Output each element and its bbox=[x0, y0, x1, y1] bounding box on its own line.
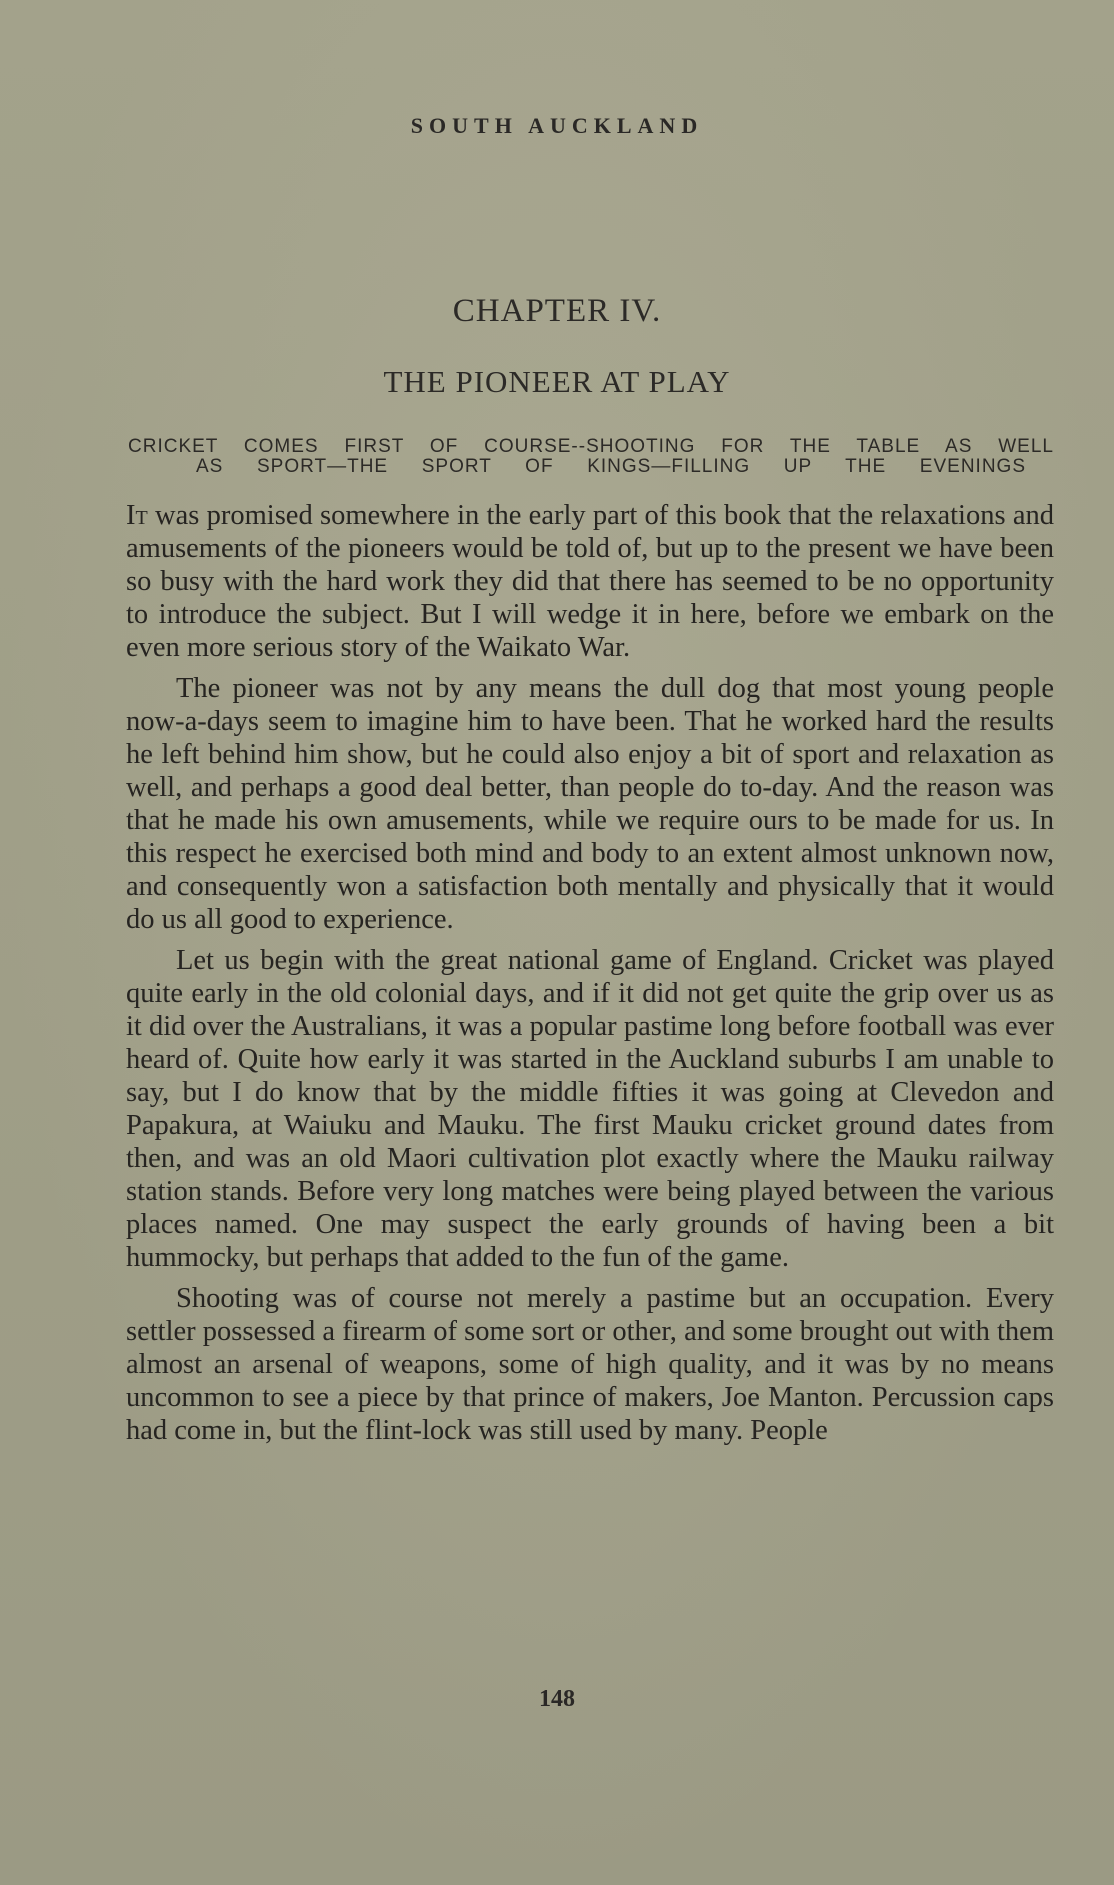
chapter-title: THE PIONEER AT PLAY bbox=[383, 364, 731, 399]
paragraph-1 bbox=[126, 499, 1054, 664]
chapter-synopsis bbox=[128, 437, 1054, 477]
paragraph-3: Let us begin with the great national game of England. Cricket was played quite early in the old colonial days, and if it did not get quite the grip over us as it did over the Australians, it was a popular pastime long before football was ever heard of. Quite how early it was started in the Auckland suburbs I am unable to say, but I do know that by the middle fifties it was going at Clevedon and Papakura, at Waiuku and Mauku. The first Mauku cricket ground dates from then, and was an old Maori cultivation plot exactly where the Mauku railway station stands. Before very long matches were being played between the various places named. One may suspect the early grounds of having been a bit hummocky, but perhaps that added to the fun of the game. bbox=[126, 945, 1054, 1273]
paragraph-opening-word: It bbox=[126, 500, 148, 531]
synopsis-line-2: AS SPORT—THE SPORT OF KINGS—FILLING UP THE EVENINGS bbox=[196, 456, 1026, 477]
paragraph-1-text: was promised somewhere in the early part of this book that the relaxations and amusements of the pioneers would be told of, but up to the present we have been so busy with the hard work they did that there has seemed to be no opportunity to introduce the subject. But I will wedge it in here, before we embark on the even more serious story of the Waikato War. bbox=[126, 500, 1054, 663]
paragraph-4: Shooting was of course not merely a pastime but an occupation. Every settler possessed a firearm of some sort or other, and some brought out with them almost an arsenal of weapons, some of high quality, and it was by no means uncommon to see a piece by that prince of makers, Joe Manton. Percussion caps had come in, but the flint-lock was still used by many. People bbox=[126, 1283, 1054, 1446]
chapter-number: CHAPTER IV. bbox=[452, 293, 662, 329]
paragraph-2: The pioneer was not by any means the dull dog that most young people now-a-days seem to imagine him to have been. That he worked hard the results he left behind him show, but he could also enjoy a bit of sport and relaxation as well, and perhaps a good deal better, than people do to-day. And the reason was that he made his own amusements, while we require ours to be made for us. In this respect he exercised both mind and body to an extent almost unknown now, and consequently won a satisfaction both mentally and physically that it would do us all good to experience. bbox=[126, 673, 1054, 935]
running-head: SOUTH AUCKLAND bbox=[410, 113, 704, 138]
synopsis-line-1: CRICKET COMES FIRST OF COURSE--SHOOTING FOR THE TABLE AS WELL bbox=[128, 436, 1054, 457]
page-number: 148 bbox=[539, 1686, 575, 1712]
body-text bbox=[126, 499, 1054, 1455]
